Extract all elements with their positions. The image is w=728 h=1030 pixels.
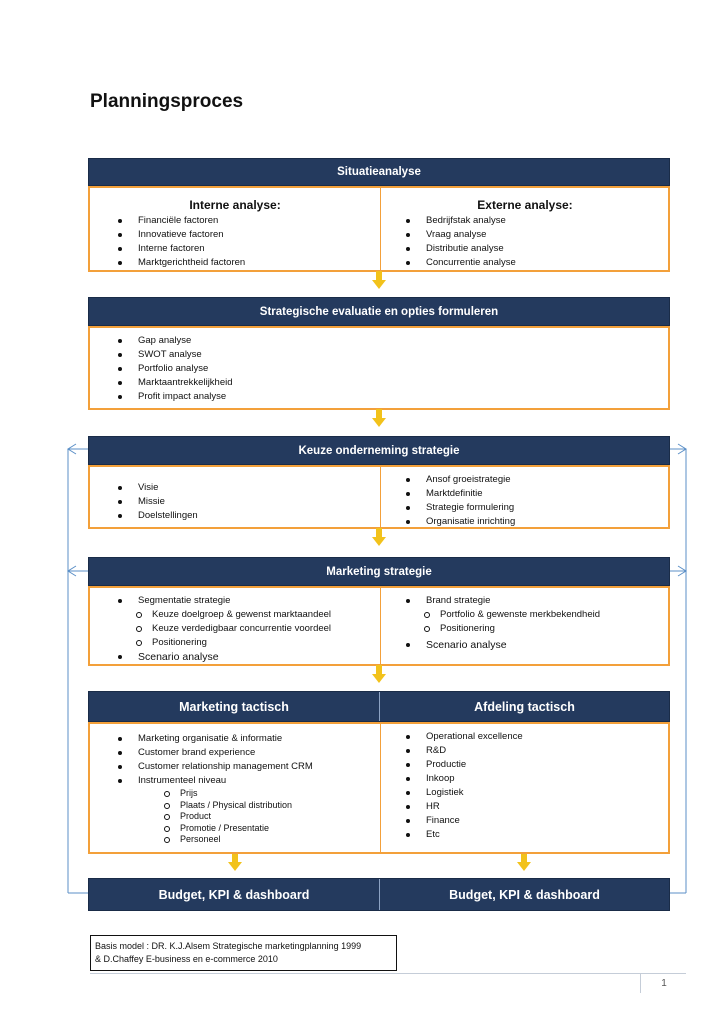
interne-analyse-title: Interne analyse:	[189, 198, 281, 212]
column-divider	[380, 467, 381, 527]
afdeling-tactisch-list	[400, 730, 523, 842]
list-item: Distributie analyse	[400, 242, 516, 256]
list-subitem: Positionering	[112, 636, 331, 650]
list-item: Strategie formulering	[400, 501, 515, 515]
list-item: Interne factoren	[112, 242, 245, 256]
tactisch-header	[88, 691, 670, 722]
strategische-evaluatie-box	[88, 326, 670, 410]
list-item: Operational excellence	[400, 730, 523, 744]
marketing-strategie-right-list	[400, 594, 600, 652]
footer-rule	[90, 973, 686, 974]
keuze-strategie-header: Keuze onderneming strategie	[88, 436, 670, 465]
list-subitem: Plaats / Physical distribution	[112, 800, 313, 812]
situatieanalyse-box	[88, 186, 670, 272]
list-item: Etc	[400, 828, 523, 842]
list-item: Portfolio analyse	[112, 362, 233, 376]
marketing-strategie-left-list	[112, 594, 331, 664]
list-item: Finance	[400, 814, 523, 828]
list-item: Productie	[400, 758, 523, 772]
list-item: HR	[400, 800, 523, 814]
list-subitem: Promotie / Presentatie	[112, 823, 313, 835]
list-item: Vraag analyse	[400, 228, 516, 242]
flow-arrow-icon	[372, 418, 386, 427]
column-divider	[380, 588, 381, 664]
list-item: Profit impact analyse	[112, 390, 233, 404]
list-subitem: Keuze doelgroep & gewenst marktaandeel	[112, 608, 331, 622]
externe-analyse-title: Externe analyse:	[477, 198, 573, 212]
list-item: Visie	[112, 481, 198, 495]
list-item: Customer relationship management CRM	[112, 760, 313, 774]
flow-arrow-stem	[232, 854, 238, 862]
tactisch-box	[88, 722, 670, 854]
list-item: Doelstellingen	[112, 509, 198, 523]
list-item: Innovatieve factoren	[112, 228, 245, 242]
budget-right-header: Budget, KPI & dashboard	[449, 887, 600, 902]
list-item: Ansof groeistrategie	[400, 473, 515, 487]
source-note-line: Basis model : DR. K.J.Alsem Strategische marketingplanning 1999	[95, 941, 362, 951]
keuze-strategie-right-list	[400, 473, 515, 529]
keuze-strategie-left-list	[112, 481, 198, 523]
situatieanalyse-header: Situatieanalyse	[88, 158, 670, 186]
list-subitem: Portfolio & gewenste merkbekendheid	[400, 608, 600, 622]
flow-arrow-icon	[228, 862, 242, 871]
list-item: Gap analyse	[112, 334, 233, 348]
list-item: Missie	[112, 495, 198, 509]
list-item: Financiële factoren	[112, 214, 245, 228]
flow-arrow-stem	[376, 665, 382, 674]
keuze-strategie-box	[88, 465, 670, 529]
flow-arrow-stem	[376, 409, 382, 418]
list-subitem: Positionering	[400, 622, 600, 636]
source-note-line: & D.Chaffey E-business en e-commerce 2010	[95, 954, 278, 964]
flow-arrow-stem	[376, 528, 382, 537]
list-item: Concurrentie analyse	[400, 256, 516, 270]
strategische-evaluatie-list	[112, 334, 233, 404]
list-subitem: Keuze verdedigbaar concurrentie voordeel	[112, 622, 331, 636]
list-item: Logistiek	[400, 786, 523, 800]
list-item: Marketing organisatie & informatie	[112, 732, 313, 746]
column-divider	[380, 724, 381, 852]
list-item: Instrumenteel niveau	[112, 774, 313, 788]
flow-arrow-icon	[517, 862, 531, 871]
budget-left-header: Budget, KPI & dashboard	[158, 887, 310, 902]
list-item: Customer brand experience	[112, 746, 313, 760]
source-note	[90, 935, 397, 971]
flow-arrow-icon	[372, 280, 386, 289]
marketing-tactisch-header: Marketing tactisch	[179, 699, 289, 714]
list-subitem: Prijs	[112, 788, 313, 800]
flow-arrow-icon	[372, 674, 386, 683]
list-item: Marktgerichtheid factoren	[112, 256, 245, 270]
flow-arrow-stem	[376, 271, 382, 280]
list-item: Inkoop	[400, 772, 523, 786]
strategische-evaluatie-header: Strategische evaluatie en opties formuleren	[88, 297, 670, 326]
list-subitem: Personeel	[112, 834, 313, 846]
list-item: SWOT analyse	[112, 348, 233, 362]
afdeling-tactisch-header: Afdeling tactisch	[474, 699, 575, 714]
flow-arrow-icon	[372, 537, 386, 546]
marketing-tactisch-list	[112, 732, 313, 846]
list-item: Brand strategie	[400, 594, 600, 608]
interne-analyse-list	[112, 214, 245, 270]
budget-header	[88, 878, 670, 911]
page-number: 1	[640, 973, 687, 993]
list-item: Marktaantrekkelijkheid	[112, 376, 233, 390]
list-item: Marktdefinitie	[400, 487, 515, 501]
list-item: R&D	[400, 744, 523, 758]
marketing-strategie-header: Marketing strategie	[88, 557, 670, 586]
page-title: Planningsproces	[90, 91, 244, 112]
marketing-strategie-box	[88, 586, 670, 666]
list-item: Scenario analyse	[112, 650, 331, 664]
flow-arrow-stem	[521, 854, 527, 862]
list-item: Segmentatie strategie	[112, 594, 331, 608]
externe-analyse-list	[400, 214, 516, 270]
list-item: Organisatie inrichting	[400, 515, 515, 529]
list-item: Bedrijfstak analyse	[400, 214, 516, 228]
list-item: Scenario analyse	[400, 638, 600, 652]
list-subitem: Product	[112, 811, 313, 823]
